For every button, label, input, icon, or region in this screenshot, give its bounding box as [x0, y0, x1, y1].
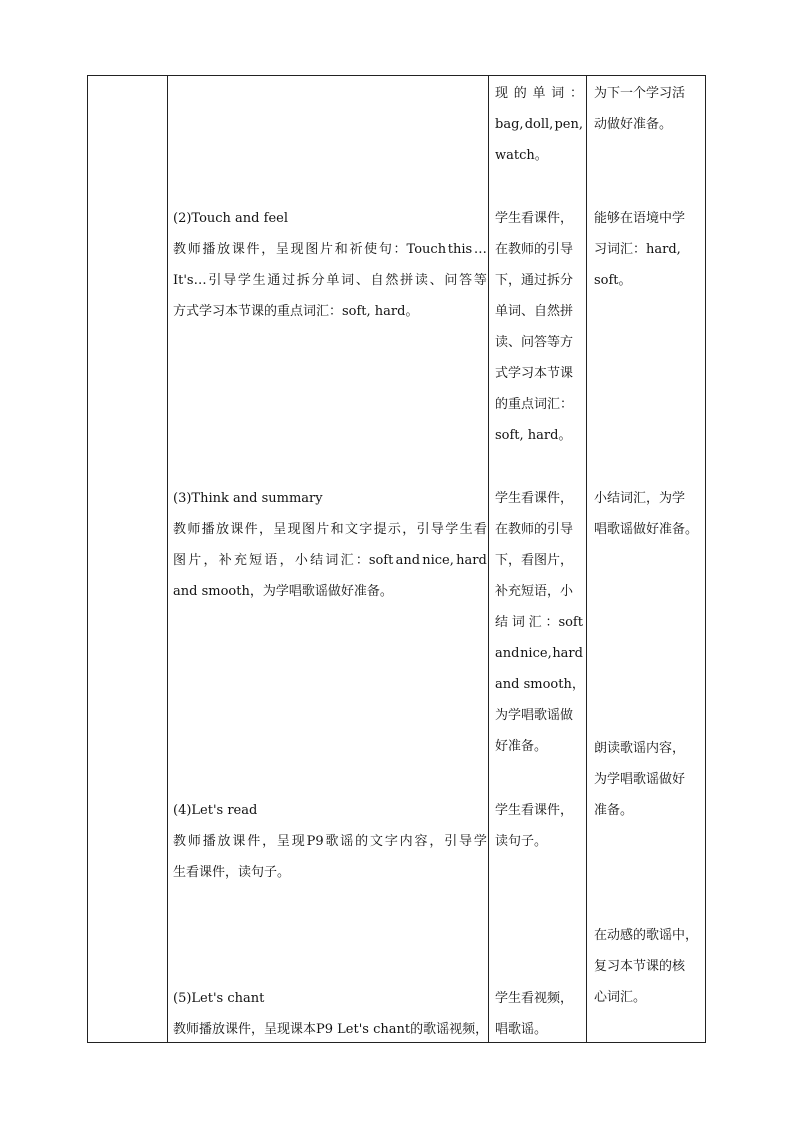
cell-line: and nice, hard [495, 646, 583, 661]
cell-line: 在教师的引导 [495, 242, 574, 257]
cell-line: 学生看课件， [495, 211, 574, 226]
cell-line: 为学唱歌谣做好 [594, 772, 686, 787]
cell-line: 读句子。 [495, 834, 548, 849]
cell-line: 图 片 ， 补 充 短 语 ， 小 结 词 汇 ：soft and nice, hard [173, 553, 487, 568]
cell-line: 读、问答等方 [495, 335, 574, 350]
cell-line: 为下一个学习活 [594, 86, 686, 101]
cell-line: 好准备。 [495, 739, 548, 754]
cell-line: (2)Touch and feel [173, 211, 288, 226]
cell-line: 结 词 汇 ：soft [495, 615, 583, 630]
cell-line: It's… 引 导 学 生 通 过 拆 分 单 词 、 自 然 拼 读 、 问 答 等 [173, 273, 487, 288]
cell-line: 单词、自然拼 [495, 304, 574, 319]
cell-line: 小结词汇，为学 [594, 491, 686, 506]
design-purpose-cell [594, 203, 704, 296]
cell-line: 教 师 播 放 课 件 ， 呈 现 图 片 和 祈 使 句 ：Touch this … [173, 242, 487, 257]
cell-line: 教 师 播 放 课 件 ， 呈 现 图 片 和 文 字 提 示 ， 引 导 学 生 看 [173, 522, 487, 537]
cell-line: 下，看图片， [495, 553, 574, 568]
cell-line: 学生看视频， [495, 991, 574, 1006]
cell-line: 动做好准备。 [594, 117, 673, 132]
cell-line: 方式学习本节课的重点词汇：soft, hard。 [173, 304, 419, 319]
cell-line: 能够在语境中学 [594, 211, 686, 226]
cell-line: 学生看课件， [495, 803, 574, 818]
cell-line: 为学唱歌谣做 [495, 708, 574, 723]
column-divider [167, 76, 168, 1042]
cell-line: 下，通过拆分 [495, 273, 574, 288]
cell-line: and smooth，为学唱歌谣做好准备。 [173, 584, 393, 599]
cell-line: 教师播放课件，呈现课本P9 Let's chant的歌谣视频， [173, 1022, 489, 1037]
cell-line: 生看课件，读句子。 [173, 865, 291, 880]
cell-line: 在动感的歌谣中， [594, 928, 699, 943]
cell-line: bag, doll, pen, [495, 117, 583, 132]
student-activity-cell [495, 483, 583, 762]
design-purpose-cell [594, 78, 704, 140]
cell-line: 复习本节课的核 [594, 959, 686, 974]
cell-line: (4)Let's read [173, 803, 258, 818]
student-activity-cell [495, 78, 583, 171]
cell-line: 朗读歌谣内容， [594, 741, 686, 756]
column-divider [586, 76, 587, 1042]
cell-line: 学生看课件， [495, 491, 574, 506]
lesson-plan-table [87, 75, 706, 1043]
teacher-activity-cell [173, 795, 487, 888]
student-activity-cell [495, 983, 583, 1045]
teacher-activity-cell [173, 983, 487, 1045]
cell-line: 心词汇。 [594, 990, 647, 1005]
cell-line: 式学习本节课 [495, 366, 574, 381]
design-purpose-cell [594, 733, 704, 826]
cell-line: 的重点词汇： [495, 397, 574, 412]
cell-line: soft。 [594, 273, 632, 288]
column-divider [488, 76, 489, 1042]
cell-line: 唱歌谣。 [495, 1022, 548, 1037]
cell-line: 教 师 播 放 课 件 ， 呈 现 P9 歌 谣 的 文 字 内 容 ， 引 导 学 [173, 834, 487, 849]
cell-line: 补充短语，小 [495, 584, 574, 599]
cell-line: 习词汇：hard, [594, 242, 681, 257]
teacher-activity-cell [173, 483, 487, 607]
cell-line: watch。 [495, 148, 548, 163]
cell-line: 在教师的引导 [495, 522, 574, 537]
cell-line: 准备。 [594, 803, 634, 818]
student-activity-cell [495, 795, 583, 857]
cell-line: and smooth， [495, 677, 585, 692]
design-purpose-cell [594, 483, 704, 545]
cell-line: soft, hard。 [495, 428, 572, 443]
cell-line: 唱歌谣做好准备。 [594, 522, 699, 537]
cell-line: (5)Let's chant [173, 991, 265, 1006]
cell-line: (3)Think and summary [173, 491, 323, 506]
teacher-activity-cell [173, 203, 487, 327]
design-purpose-cell [594, 920, 704, 1013]
student-activity-cell [495, 203, 583, 451]
cell-line: 现 的 单 词 ： [495, 86, 583, 101]
